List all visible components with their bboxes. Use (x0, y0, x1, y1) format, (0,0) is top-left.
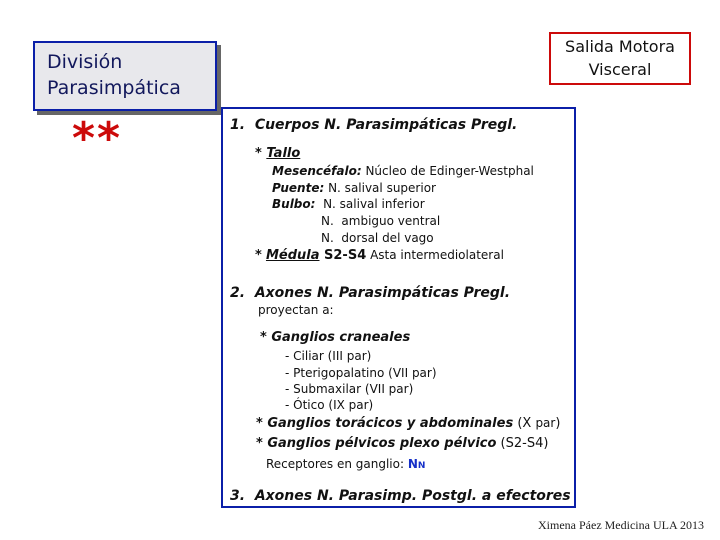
proyectan-text: proyectan a: (258, 303, 334, 317)
medula-text: Asta intermediolateral (366, 248, 504, 262)
salida-motora-box (549, 32, 691, 85)
otico-item: - Ótico (IX par) (285, 398, 374, 412)
ganglios-toracicos-paren-close: ) (555, 416, 561, 431)
bulbo-label: Bulbo: (272, 197, 316, 211)
ganglios-toracicos-label: * Ganglios torácicos y abdominales (256, 416, 514, 431)
tallo-heading (255, 146, 300, 161)
medula-label: Médula (265, 248, 320, 263)
puente-line (272, 181, 436, 195)
bulbo-text: N. salival inferior (315, 197, 425, 211)
bulbo-line (272, 197, 425, 211)
section-3-heading (230, 488, 571, 504)
section-1-number: 1. (230, 117, 246, 133)
ciliar-item: - Ciliar (III par) (285, 349, 372, 363)
puente-label: Puente: (272, 181, 325, 195)
submaxilar-item: - Submaxilar (VII par) (285, 382, 414, 396)
slide-title (47, 49, 181, 101)
section-2-heading (230, 285, 510, 301)
ganglios-pelvicos-line (256, 436, 548, 451)
dorsal-line: N. dorsal del vago (321, 231, 434, 245)
medula-star: * (255, 248, 262, 263)
ganglios-toracicos-par: par (535, 416, 556, 430)
section-2-number: 2. (230, 285, 246, 301)
puente-text: N. salival superior (324, 181, 436, 195)
tallo-label: Tallo (266, 146, 301, 161)
title-box (33, 41, 217, 111)
receptores-line (266, 457, 425, 471)
medula-line (255, 248, 504, 263)
ganglios-craneales-heading: * Ganglios craneales (260, 330, 411, 345)
section-3-title: Axones N. Parasimp. Postgl. a efectores (254, 488, 571, 504)
medula-segment: S2-S4 (319, 248, 367, 263)
receptor-n-2: N (417, 461, 426, 471)
mesencefalo-line (272, 164, 534, 178)
ganglios-toracicos-paren-open: (X (513, 416, 536, 431)
ganglios-pelvicos-label: * Ganglios pélvicos plexo pélvico (256, 436, 497, 451)
mesencefalo-label: Mesencéfalo: (272, 164, 362, 178)
pterigopalatino-item: - Pterigopalatino (VII par) (285, 366, 437, 380)
section-1-heading (230, 117, 517, 133)
salida-line-2: Visceral (588, 60, 652, 79)
red-asterisks: ** (72, 113, 123, 164)
section-1-title: Cuerpos N. Parasimpáticas Pregl. (254, 117, 518, 133)
section-3-number: 3. (230, 488, 246, 504)
title-line-2: Parasimpática (47, 77, 181, 99)
section-2-title: Axones N. Parasimpáticas Pregl. (254, 285, 511, 301)
ganglios-pelvicos-segment: (S2-S4) (496, 436, 549, 451)
receptor-n-1: N (407, 457, 418, 471)
ambiguo-line: N. ambiguo ventral (321, 214, 441, 228)
ganglios-toracicos-line (256, 416, 560, 431)
receptores-text: Receptores en ganglio: (266, 457, 408, 471)
title-line-1: División (47, 51, 123, 73)
mesencefalo-text: Núcleo de Edinger-Westphal (361, 164, 534, 178)
tallo-star: * (255, 146, 262, 161)
salida-line-1: Salida Motora (565, 37, 675, 56)
footer-credit: Ximena Páez Medicina ULA 2013 (538, 518, 704, 532)
